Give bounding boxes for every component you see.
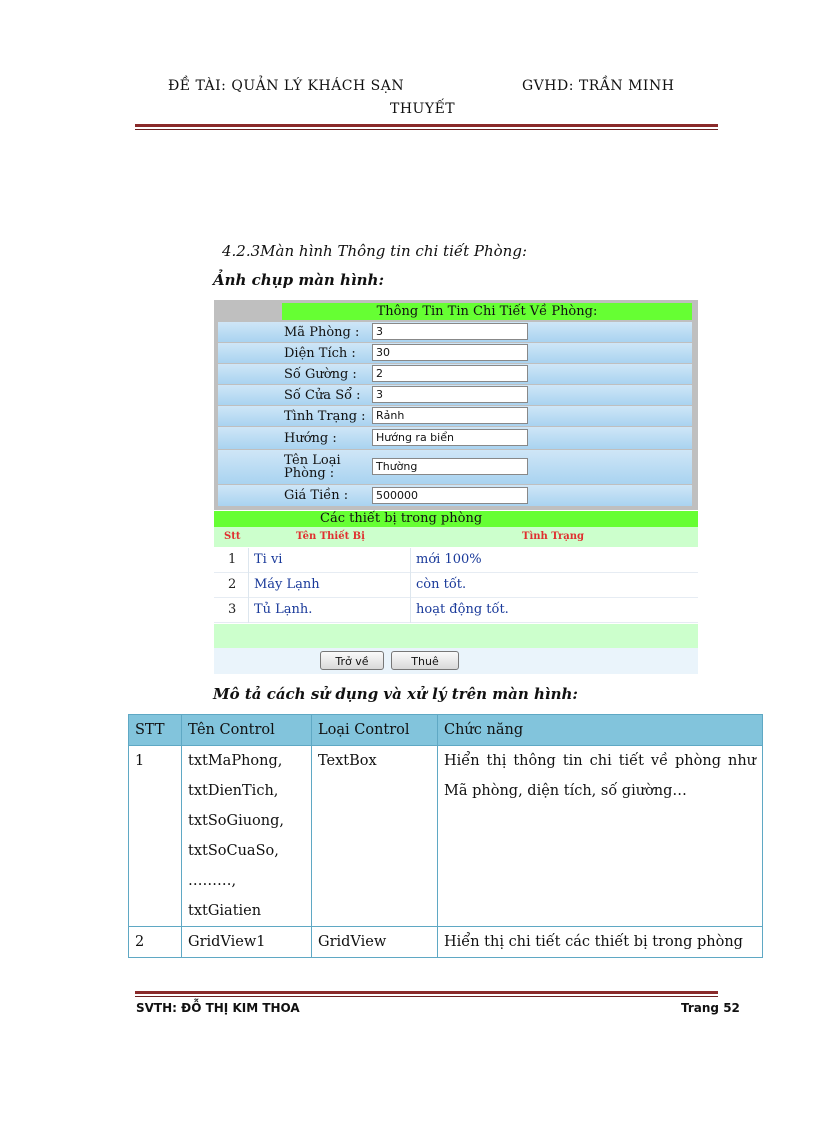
field-label: Mã Phòng : xyxy=(284,324,360,340)
column-divider xyxy=(248,548,249,623)
section-heading: 4.2.3Màn hình Thông tin chi tiết Phòng: xyxy=(222,242,528,260)
form-row xyxy=(218,427,692,449)
header-right-continued: THUYẾT xyxy=(390,101,456,117)
form-row xyxy=(218,322,692,342)
field-label: Diện Tích : xyxy=(284,345,356,361)
row-device-status: hoạt động tốt. xyxy=(416,602,509,617)
control-name: txtDienTich, xyxy=(188,783,279,799)
header-left: ĐỀ TÀI: QUẢN LÝ KHÁCH SẠN xyxy=(168,78,405,94)
row-device-status: còn tốt. xyxy=(416,577,467,592)
status-input[interactable]: Rảnh xyxy=(372,407,528,424)
price-input[interactable]: 500000 xyxy=(372,487,528,504)
col-device-name: Tên Thiết Bị xyxy=(296,531,365,542)
room-type-input[interactable]: Thường xyxy=(372,458,528,475)
field-label: Tình Trạng : xyxy=(284,408,366,424)
control-name: txtMaPhong, xyxy=(188,753,283,769)
direction-input[interactable]: Hướng ra biển xyxy=(372,429,528,446)
field-label: Hướng : xyxy=(284,430,337,446)
cell-controls xyxy=(182,746,312,927)
field-label: Giá Tiền : xyxy=(284,488,349,503)
field-label: Số Gường : xyxy=(284,366,357,382)
control-description-table xyxy=(128,714,763,958)
table-row xyxy=(214,548,698,573)
table-row xyxy=(214,598,698,623)
cell-function: Hiển thị chi tiết các thiết bị trong phòng xyxy=(438,927,763,958)
devices-title xyxy=(214,511,698,527)
cell-function: Hiển thị thông tin chi tiết về phòng như Mã phòng, diện tích, số giường… xyxy=(438,746,763,927)
cell-stt: 1 xyxy=(129,746,182,927)
row-stt: 3 xyxy=(228,602,237,617)
footer-student: SVTH: ĐỖ THỊ KIM THOA xyxy=(136,1001,300,1015)
th-stt: STT xyxy=(129,715,182,746)
screenshot-caption: Ảnh chụp màn hình: xyxy=(213,271,384,289)
windows-input[interactable]: 3 xyxy=(372,386,528,403)
table-row xyxy=(129,746,763,927)
rent-button[interactable]: Thuê xyxy=(391,651,459,670)
row-device-name: Máy Lạnh xyxy=(254,577,320,592)
field-label: Tên Loại Phòng : xyxy=(284,453,341,481)
row-stt: 1 xyxy=(228,552,237,567)
header-rule xyxy=(135,124,718,130)
footer-page-number: Trang 52 xyxy=(681,1001,740,1015)
cell-type: GridView xyxy=(312,927,438,958)
form-row xyxy=(218,406,692,426)
devices-title-text: Các thiết bị trong phòng xyxy=(320,511,483,526)
th-control-name: Tên Control xyxy=(182,715,312,746)
control-name: ………, xyxy=(188,873,237,889)
cell-controls xyxy=(182,927,312,958)
room-id-input[interactable]: 3 xyxy=(372,323,528,340)
form-title: Thông Tin Tin Chi Tiết Về Phòng: xyxy=(282,303,692,320)
table-row xyxy=(129,927,763,958)
table-row xyxy=(214,573,698,598)
cell-stt: 2 xyxy=(129,927,182,958)
header-right: GVHD: TRẦN MINH xyxy=(522,78,675,94)
field-label: Số Cửa Sổ : xyxy=(284,387,361,403)
control-name: GridView1 xyxy=(188,934,266,950)
column-divider xyxy=(410,548,411,623)
form-row xyxy=(218,364,692,384)
form-row xyxy=(218,450,692,484)
form-row xyxy=(218,385,692,405)
devices-column-headers xyxy=(214,527,698,547)
room-info-form xyxy=(214,300,698,510)
description-caption: Mô tả cách sử dụng và xử lý trên màn hình: xyxy=(213,685,578,703)
control-name: txtGiatien xyxy=(188,903,262,919)
beds-input[interactable]: 2 xyxy=(372,365,528,382)
form-row xyxy=(218,485,692,506)
footer-rule xyxy=(135,991,718,997)
area-input[interactable]: 30 xyxy=(372,344,528,361)
row-device-name: Tủ Lạnh. xyxy=(254,602,313,617)
row-device-name: Ti vi xyxy=(254,552,283,567)
devices-footer xyxy=(214,624,698,648)
th-control-type: Loại Control xyxy=(312,715,438,746)
col-stt: Stt xyxy=(224,531,241,542)
col-device-status: Tình Trạng xyxy=(522,531,584,542)
table-header-row xyxy=(129,715,763,746)
row-stt: 2 xyxy=(228,577,237,592)
row-device-status: mới 100% xyxy=(416,552,482,567)
form-row xyxy=(218,343,692,363)
back-button[interactable]: Trở về xyxy=(320,651,384,670)
cell-type: TextBox xyxy=(312,746,438,927)
th-function: Chức năng xyxy=(438,715,763,746)
room-detail-screenshot xyxy=(214,300,698,674)
control-name: txtSoCuaSo, xyxy=(188,843,279,859)
control-name: txtSoGiuong, xyxy=(188,813,285,829)
